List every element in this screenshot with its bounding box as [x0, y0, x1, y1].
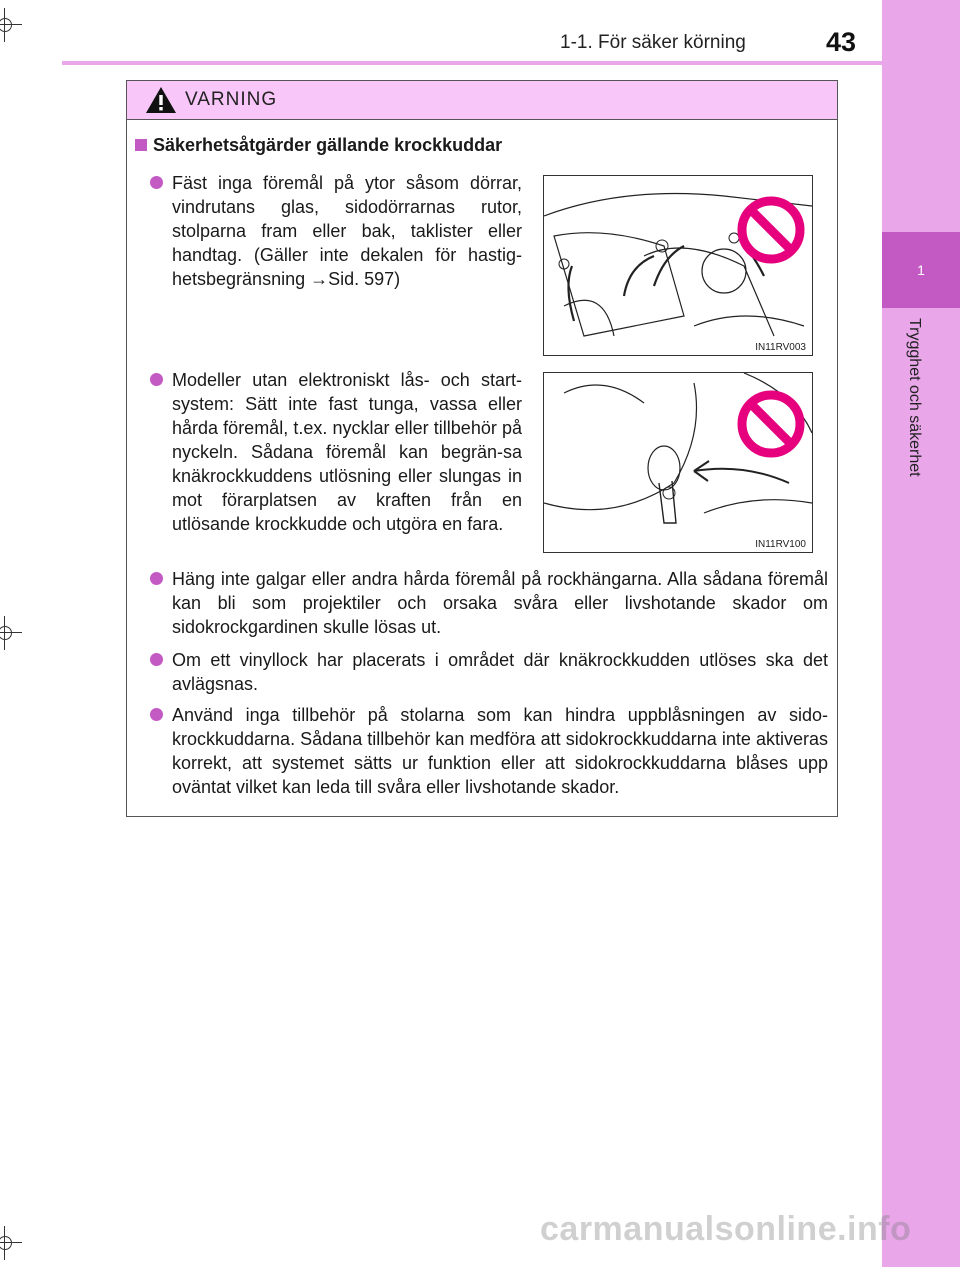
bullet-dot-icon [150, 708, 163, 721]
watermark: carmanualsonline.info [540, 1210, 912, 1248]
page-number: 43 [826, 27, 857, 57]
crop-mark-mid-left [0, 622, 16, 644]
chapter-side-tab [882, 0, 960, 1267]
image-code: IN11RV003 [755, 342, 806, 353]
bullet-dot-icon [150, 572, 163, 585]
bullet-text: Använd inga tillbehör på stolarna som kan hindra uppblåsningen av sido-krockkuddarna. Sådana tillbehör kan medföra att sidokrockkuddarna inte aktiveras korrekt, att systemet sätts ur funktion eller att sidokrockkuddarna blåses upp oväntat vilket kan leda till svåra eller livshotande skador. [172, 705, 828, 797]
illustration-interior-hooks [543, 175, 813, 356]
bullet-item [172, 567, 828, 639]
subheading-text: Säkerhetsåtgärder gällande krockkuddar [153, 135, 503, 155]
crop-mark-bottom-left [0, 1232, 16, 1254]
prohibition-icon [736, 389, 806, 459]
warning-box [126, 80, 838, 817]
image-code: IN11RV100 [755, 539, 806, 550]
crop-mark-top-left [0, 14, 16, 36]
header-rule [62, 61, 882, 65]
prohibition-icon [736, 195, 806, 265]
bullet-item [172, 171, 522, 291]
bullet-text: Modeller utan elektroniskt lås- och start-system: Sätt inte fast tunga, vassa eller hårda föremål, t.ex. nycklar eller tillbehör på nyckeln. Sådana föremål kan begrän-sa knäkrockkuddens utlösning eller slungas in mot förarplatsen av kraften från en utlösande krockkudde och utgöra en fara. [172, 370, 522, 534]
bullet-text: Häng inte galgar eller andra hårda föremål på rockhängarna. Alla sådana föremål kan bli som projektiler och orsaka svåra eller livshotande skador om sidokrockgardinen skulle lösas ut. [172, 569, 828, 637]
illustration-key-ignition [543, 372, 813, 553]
bullet-item [172, 368, 522, 536]
square-bullet-icon [135, 139, 147, 151]
bullet-dot-icon [150, 373, 163, 386]
bullet-item [172, 648, 828, 696]
warning-header [127, 81, 837, 120]
section-title: 1-1. För säker körning [560, 32, 746, 53]
bullet-text: Om ett vinyllock har placerats i området där knäkrockkudden utlöses ska det avlägsnas. [172, 650, 828, 694]
bullet-dot-icon [150, 176, 163, 189]
bullet-item [172, 703, 828, 799]
bullet-text: Fäst inga föremål på ytor såsom dörrar, vindrutans glas, sidodörrarnas rutor, stolparna fram eller bak, taklister eller handtag. (Gäller inte dekalen för hastig-hetsbegränsning →Sid. 597) [172, 173, 522, 289]
chapter-title: Trygghet och säkerhet [906, 318, 923, 477]
warning-triangle-icon [145, 86, 177, 114]
warning-subheading [135, 135, 502, 156]
bullet-dot-icon [150, 653, 163, 666]
warning-title: VARNING [185, 89, 278, 110]
chapter-number: 1 [882, 232, 960, 308]
